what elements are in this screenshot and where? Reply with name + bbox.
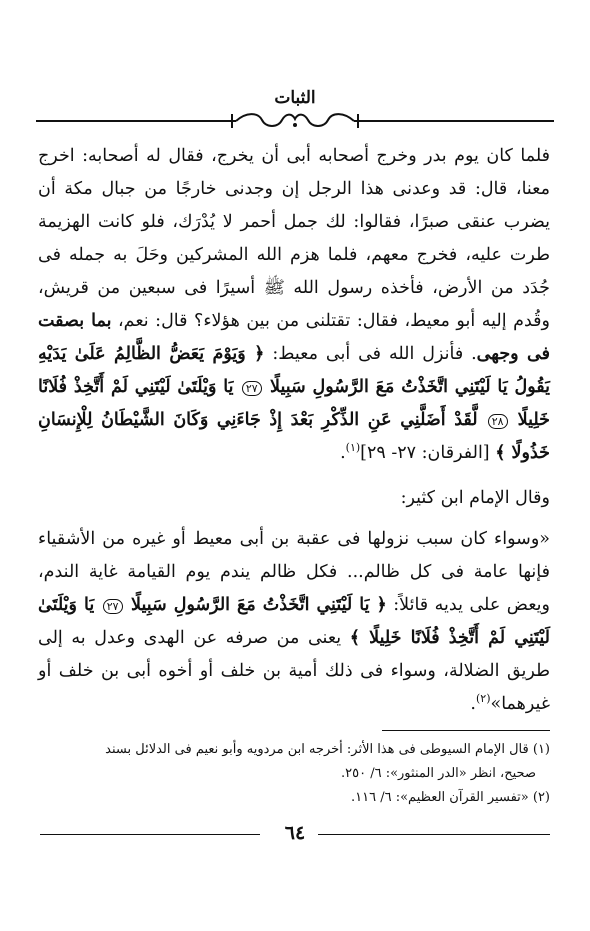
quran-verse: يَا وَيْلَتَىٰ لَيْتَنِي لَمْ أَتَّخِذْ فُلَانًا خَلِيلًا ﴾ (38, 595, 550, 648)
paragraph-2: وقال الإمام ابن كثير: (400, 488, 550, 508)
ayah-number-marker: ٢٧ (103, 599, 123, 614)
footnote-2: (٢) «تفسير القرآن العظيم»: ٦/ ١١٦. (351, 790, 550, 805)
footnotes (38, 738, 550, 810)
ayah-number-marker: ٢٧ (242, 381, 262, 396)
text-run: «وسواء كان سبب نزولها فى عقبة بن أبى معيط أو غيره من الأشقياء فإنها عامة فى كل ظالم... فكل ظالم يندم يوم القيامة غاية الندم، ويعض على يديه قائلاً: (38, 529, 550, 615)
text-run: فلما كان يوم بدر وخرج أصحابه أبى أن يخرج، فقال له أصحابه: اخرج معنا، قال: قد وعدنى هذا الرجل إن وجدنى خارجًا من جبال مكة أن يضرب عنقى صبرًا، فقالوا: لك جمل أحمر لا يُدْرَك، فلو كانت الهزيمة طرت عليه، فخرج معهم، فلما هزم الله المشركين وحَلَ به جمله فى جُدَد من الأرض، فأخذه رسول الله ﷺ أسيرًا فى سبعين من قريش، وقُدم إليه أبو معيط، فقال: تقتلنى من بين هؤلاء؟ قال: نعم، (38, 146, 550, 331)
ayah-number-marker: ٢٨ (488, 414, 508, 429)
quran-verse: ﴿ وَيَوْمَ يَعَضُّ الظَّالِمُ عَلَىٰ يَدَيْهِ يَقُولُ يَا لَيْتَنِي اتَّخَذْتُ مَعَ الرَّسُولِ سَبِيلًا (38, 344, 550, 397)
running-header (0, 88, 590, 134)
text-run: يعنى من صرفه عن الهدى وعدل به إلى طريق الضلالة، وسواء فى ذلك أمية بن خلف أو أخوه أبى بن خلف أو غيرهما» (38, 628, 550, 714)
text-run: . (340, 443, 346, 463)
footnote-ref-2: (٢) (476, 692, 491, 706)
text-run: . فأنزل الله فى أبى معيط: (264, 344, 477, 364)
quran-verse: لَّقَدْ أَضَلَّنِي عَنِ الذِّكْرِ بَعْدَ إِذْ جَاءَنِي وَكَانَ الشَّيْطَانُ لِلْإِنسَانِ خَذُولًا ﴾ (38, 410, 550, 463)
footnote-ref-1: (١) (345, 441, 361, 455)
paragraph-1 (38, 140, 550, 470)
page-number: ٦٤ (284, 822, 306, 844)
page-footer (0, 820, 590, 850)
quran-verse: يَا وَيْلَتَىٰ لَيْتَنِي لَمْ أَتَّخِذْ فُلَانًا خَلِيلًا (38, 377, 550, 430)
bold-phrase: بما بصقت فى وجهى (38, 311, 550, 364)
text-run: . (470, 694, 476, 714)
header-ornament-icon (36, 110, 554, 132)
footnote-divider (382, 730, 550, 731)
footnote-1: (١) قال الإمام السيوطى فى هذا الأثر: أخرجه ابن مردويه وأبو نعيم فى الدلائل بسند (105, 742, 550, 757)
main-text (38, 140, 550, 721)
chapter-title: الثبات (274, 88, 316, 108)
verse-reference: [الفرقان: ٢٧- ٢٩] (360, 443, 496, 463)
quran-verse: ﴿ يَا لَيْتَنِي اتَّخَذْتُ مَعَ الرَّسُولِ سَبِيلًا (131, 595, 387, 615)
footnote-1-continued: صحيح، انظر «الدر المنثور»: ٦/ ٢٥٠. (340, 766, 536, 781)
paragraph-3 (38, 523, 550, 721)
